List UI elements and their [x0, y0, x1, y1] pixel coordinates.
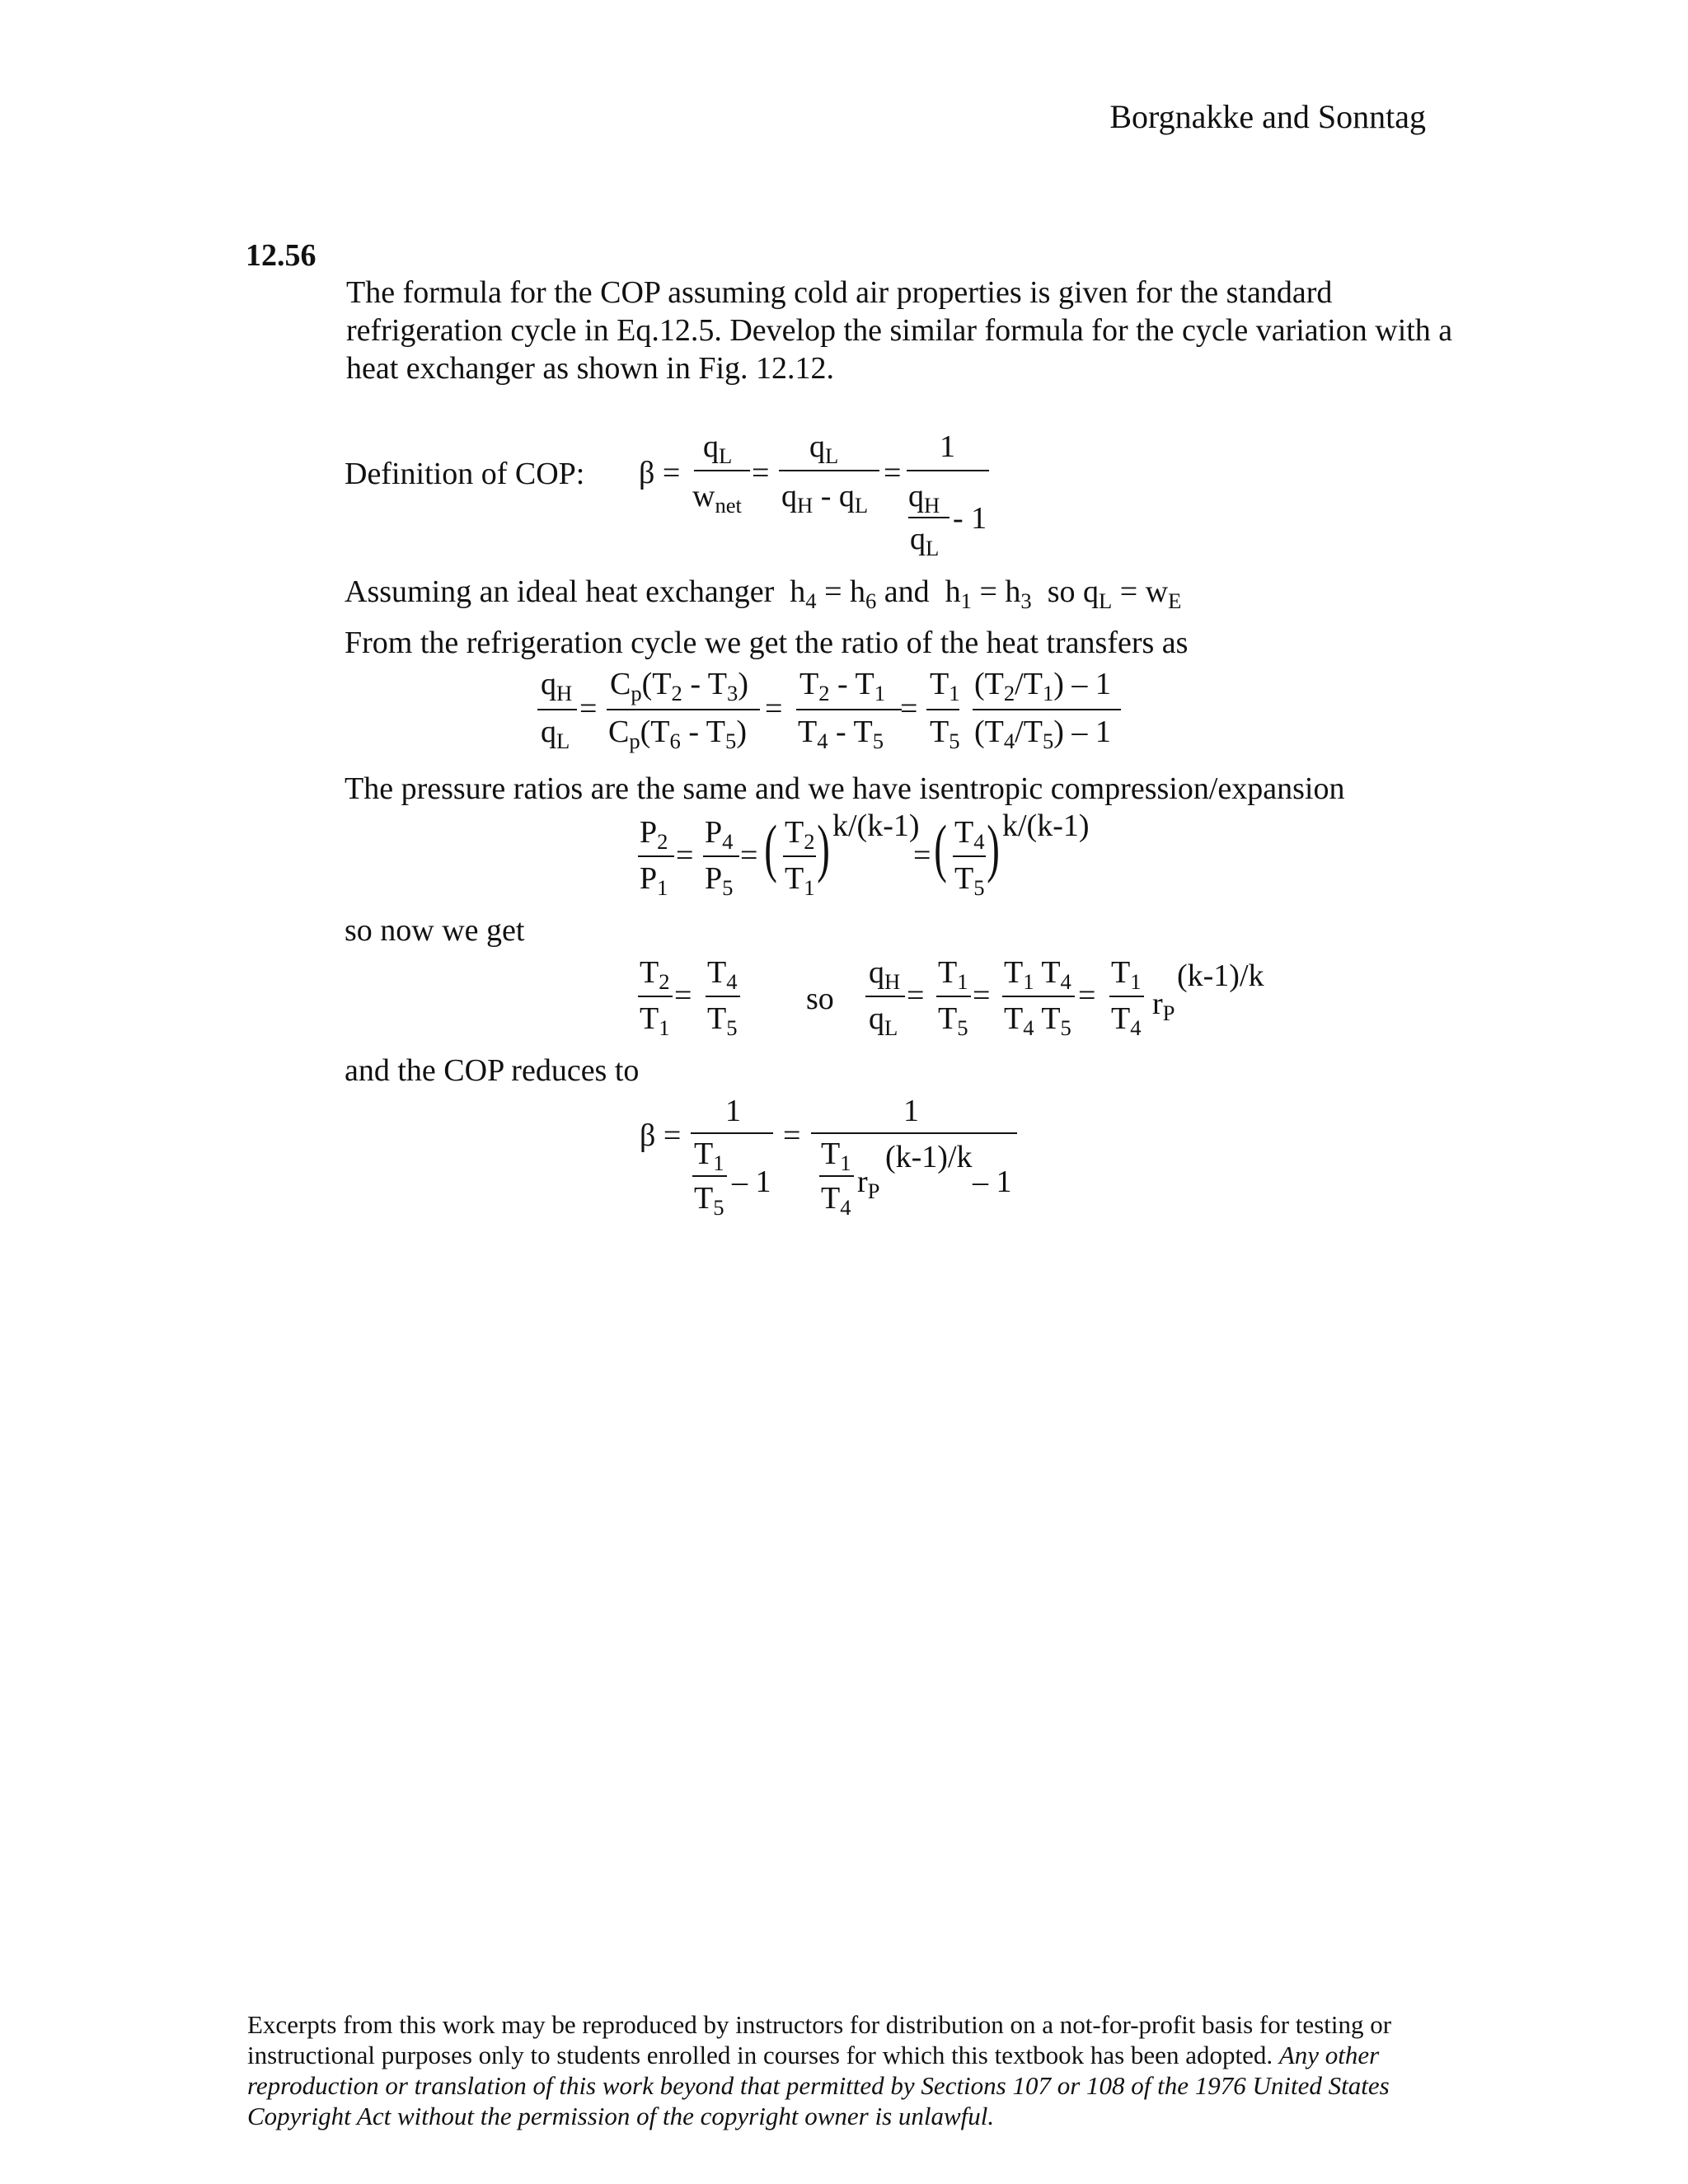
now-line: so now we get	[345, 913, 525, 948]
assumption-line: Assuming an ideal heat exchanger $h_4 = h_6$ and $h_1 = h_3$ so $q_L = w_E$	[345, 574, 1182, 613]
author-header: Borgnakke and Sonntag	[1109, 98, 1426, 135]
definition-label: Definition of COP:	[345, 457, 585, 491]
problem-number: 12.56	[246, 238, 316, 273]
problem-statement: The formula for the COP assuming cold air properties is given for the standard refrigeration cycle in Eq.12.5. Develop the similar formula for the cycle variation with a heat exchanger as shown in Fig. 12.12.	[346, 275, 1453, 386]
pressure-line: The pressure ratios are the same and we have isentropic compression/expansion	[345, 771, 1345, 806]
footer-normal-text: Excerpts from this work may be reproduced by instructors for distribution on a not-for-profit basis for testing or instructional purposes only to students enrolled in courses for which this textbook has been adopted.	[247, 2010, 1392, 2069]
reduce-line: and the COP reduces to	[345, 1053, 640, 1088]
footer-italic-text: Any other reproduction or translation of this work beyond that permitted by Sections 107 or 108 of the 1976 United States Copyright Act without the permission of the copyright owner is unlawful.	[247, 2041, 1390, 2130]
copyright-footer	[247, 2009, 1442, 2131]
so-word: so	[806, 982, 834, 1016]
ratio-line: From the refrigeration cycle we get the ratio of the heat transfers as	[345, 626, 1189, 660]
